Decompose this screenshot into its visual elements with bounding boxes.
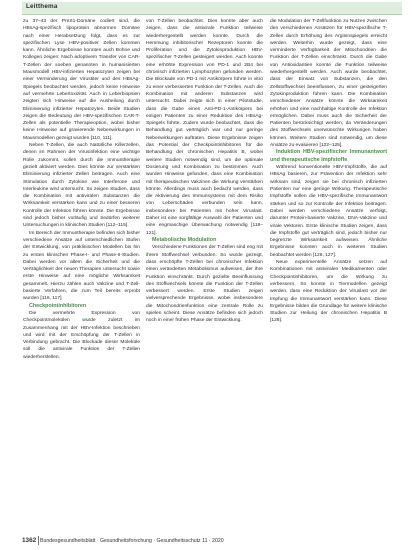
- paragraph: von T-Zellen beobachtet. Dies konnte aber auch zeigen, dass die antivirale Funktion teilweise wiederhergestellt werden konnte. Durch die Hemmung inhibitorischer Rezeptoren konnte die Proliferation und die Zytokinproduktion HBV-spezifischer T-Zellen gesteigert werden. Auch konnte eine erhöhte Expression von PD-1 und 2B4 bei chronisch infizierten Lymphozyten gefunden werden. Die Blockade von PD-1 mit Antikörpern führte in vitro zu einer verbesserten Funktion der T-Zellen. Auch die Kombination mit anderen Substanzen wird untersucht. Dabei zeigte sich in einer Pilotstudie, dass die Gabe eines Anti-PD-1-Antikörpers bei einigen Patienten zu einer Reduktion des HBsAg-Spiegels führte. Zudem wurde beobachtet, dass die Behandlung gut verträglich war und nur geringe Nebenwirkungen auftraten. Diese Ergebnisse zeigen das Potential der Checkpointinhibitoren für die Behandlung der chronischen Hepatitis B, wobei weitere Studien notwendig sind, um die optimale Dosierung und Kombination zu bestimmen. Auch wurden Hinweise gefunden, dass eine Kombination mit therapeutischen Vakzinen die Wirkung verstärken könnte. Allerdings muss auch bedacht werden, dass die Aktivierung des Immunsystems mit dem Risiko von Leberschäden verbunden sein kann, insbesondere bei Patienten mit hoher Viruslast. Daher ist eine sorgfältige Auswahl der Patienten und eine engmaschige Überwachung notwendig [118–121].: [146, 19, 263, 236]
- section-heading: Metabolische Modulation: [152, 236, 217, 243]
- paragraph: zu 37–43 der PreS1-Domäne codiert sind, die HBsAg-spezifisch lipoprotein abnormen Domäne nach einer Herabsetzung folgt, dass es zur spezifischen Lyse HBV-positiver Zellen kommen kann. Ähnliche Ergebnisse konnten auch Bohne und Kollegen zeigen: Nach adoptivem Transfer von CAR-T-Zellen der soeben genannten in humanisierten Mausmodell HBV-infizierten Hepatozyten zeigen bei einer Verminderung der Virustiter und des HBsAg-Spiegels beobachtet werden, jedoch keine Hinweise auf vermehrte Lebertoxizität. Auch in Leberbiopsien zeigten sich Hinweise auf die Ausheilung durch Eliminierung infizierter Hepatozyten. Beide Studien zeigen die Bedeutung der HBV-spezifischen CAR-T-Zellen als potentielle Therapieoption, wobei bisher keine Hinweise auf gravierende Nebenwirkungen in Mausmodellen gezeigt wurden [110, 111].: [23, 19, 140, 141]
- journal-citation: Bundesgesundheitsblatt · Gesundheitsforschung · Gesundheitsschutz 11 · 2020: [40, 538, 224, 544]
- paragraph: Neben T-Zellen, die auch Natürliche Killerzellen, denen im Rahmen der Virusinfektion eine wichtige Rolle zukommt, sollen durch die Immuntherapie gezielt aktiviert werden. Dies könnte zur verstärkten Eliminierung infizierter Zellen beitragen. Auch eine Stimulation durch Zytokine wie Interferone und Interleukine wird untersucht. So zeigen Studien, dass die Kombination mit antiviralen Substanzen die Wirksamkeit verstärken kann und zu einer besseren Kontrolle der Infektion führen könnte. Die Ergebnisse sind jedoch bisher vorläufig und bedürfen weiterer Untersuchungen in klinischen Studien [112–115].: [23, 143, 140, 229]
- paragraph: Im Bereich der Immuntherapie befinden sich bisher verschiedene Ansätze auf unterschiedlichen Stufen der Entwicklung, von präklinischen Modellen bis hin zu ersten klinischen Phase-I- und Phase-II-Studien. Dabei werden vor allem die Sicherheit und die Verträglichkeit der neuen Therapien untersucht sowie erste Hinweise auf eine mögliche Wirksamkeit gesammelt. Hierzu zählen auch Vakzine und T-Zell-basierte Verfahren, die zum Teil bereits erprobt wurden [116, 117].: [23, 230, 140, 302]
- footer-divider: [38, 536, 39, 545]
- page-footer: [22, 536, 403, 546]
- section-label: Leitthema: [26, 3, 58, 10]
- text-column-3: [270, 18, 387, 530]
- text-column-2: [146, 18, 263, 530]
- text-column-1: [23, 18, 140, 530]
- page-number: 1362: [22, 537, 37, 544]
- section-heading: Checkpointinhibitoren: [29, 302, 87, 309]
- paragraph: Verschiedene Funktionen der T-Zellen sind eng mit ihrem Stoffwechsel verbunden. So wurde gezeigt, dass erschöpfte T-Zellen bei chronischer Infektion einen veränderten Metabolismus aufweisen, der ihre Funktion einschränkt. Durch gezielte Beeinflussung des Stoffwechsels könnte die Funktion der T-Zellen verbessert werden. Erste Studien zeigen vielversprechende Ergebnisse, wobei insbesondere die Mitochondrienfunktion eine zentrale Rolle zu spielen scheint. Diese Ansätze befinden sich jedoch noch in einer frühen Phase der Entwicklung.: [146, 245, 263, 324]
- section-heading: Induktion HBV-spezifischer Immunantwort und therapeutische Impfstoffe: [270, 149, 387, 163]
- paragraph: Während konventionelle HBV-Impfstoffe, die auf HBsAg basieren, zur Prävention der Infektion sehr wirksam sind, zeigen sie bei chronisch infizierten Patienten nur eine geringe Wirkung. Therapeutische Impfstoffe sollen die HBV-spezifische Immunantwort stärken und so zur Kontrolle der Infektion beitragen. Dabei werden verschiedene Ansätze verfolgt, darunter Protein-basierte Vakzine, DNA-Vakzine und virale Vektoren. Erste klinische Studien zeigen, dass die Impfstoffe gut verträglich sind, jedoch bisher nur begrenzte Wirksamkeit aufweisen. Ähnliche Ergebnisse konnten auch in weiteren Studien beobachtet werden [126, 127].: [270, 165, 387, 258]
- paragraph: Die vermehrte Expression von Checkpointmolekülen wurde zuletzt im Zusammenhang mit der HBV-Infektion beschrieben und wird mit der Erschöpfung der T-Zellen in Verbindung gebracht. Die Blockade dieser Moleküle soll die antivirale Funktion der T-Zellen wiederherstellen.: [23, 310, 140, 360]
- section-header-bar: [22, 2, 402, 15]
- paragraph: die Modulation der T-Zellfunktion zu Nutzen zwischen den verschiedenen Ansätzen für HBV-spezifische T-Zellen durch Erhöhung des Argininspiegels erreicht werden. Weiterhin wurde gezeigt, dass eine verminderte Verfügbarkeit der Mitochondrien die Funktion der T-Zellen einschränkt. Durch die Gabe von Antioxidantien konnte die Funktion teilweise wiederhergestellt werden. Auch wurde beobachtet, dass der Einsatz von Substanzen, die den Zellstoffwechsel beeinflussen, zu einer gesteigerten Zytokinproduktion führen kann. Die Kombination verschiedener Ansätze könnte die Wirksamkeit erhöhen und eine nachhaltige Kontrolle der Infektion ermöglichen. Dabei muss auch die Sicherheit der Patienten berücksichtigt werden, da Veränderungen des Stoffwechsels unerwünschte Wirkungen haben können. Weitere Studien sind notwendig, um diese Ansätze zu evaluieren [122–125].: [270, 19, 387, 149]
- paragraph: Neue experimentelle Ansätze setzen auf Kombinationen mit antiviralen Medikamenten oder Checkpointinhibitoren, um die Wirkung zu verbessern. So konnte in Tiermodellen gezeigt werden, dass eine Reduktion der Viruslast vor der Impfung die Immunantwort verstärken kann. Diese Ergebnisse bilden die Grundlage für weitere klinische Studien zur Heilung der chronischen Hepatitis B [128].: [270, 260, 387, 324]
